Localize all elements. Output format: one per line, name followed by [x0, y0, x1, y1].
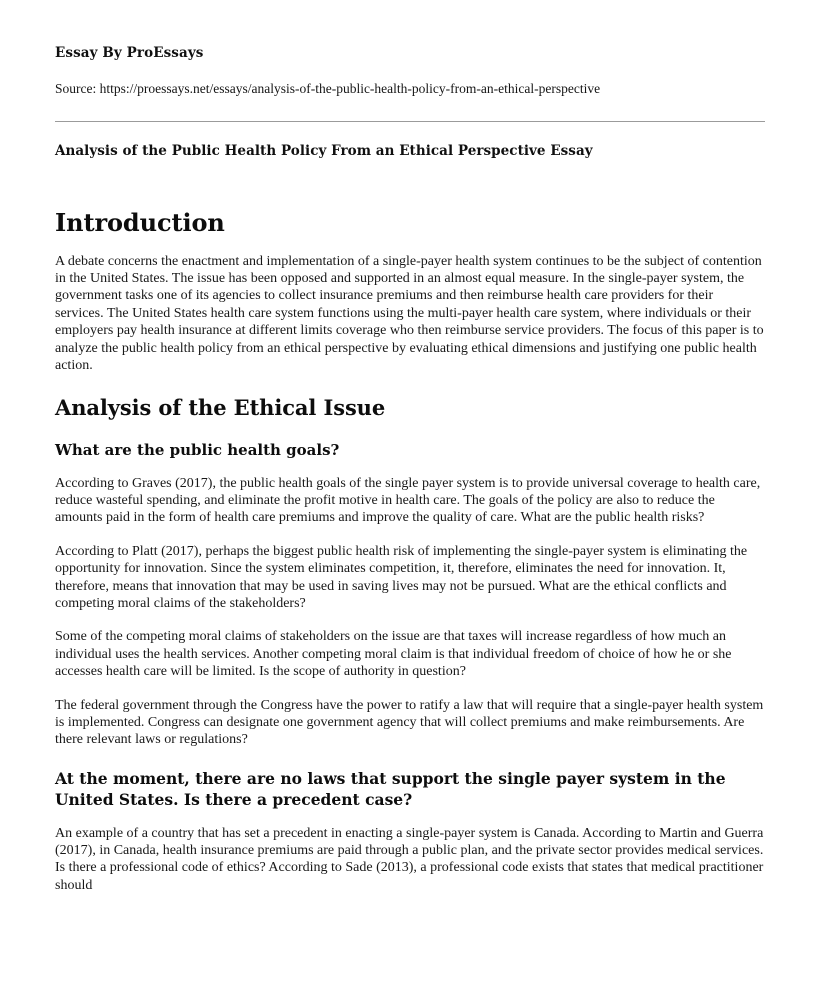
paragraph-federal-government-authority: The federal government through the Congress have the power to ratify a law that will require that a single-payer health system is implemented. Congress can designate one government agency that will collect premiums and make reimbursements. Are there relevant laws or regulations? [55, 697, 764, 748]
document-title: Analysis of the Public Health Policy From an Ethical Perspective Essay [55, 143, 593, 160]
paragraph-public-health-goals: According to Graves (2017), the public health goals of the single payer system is to provide universal coverage to health care, reduce wasteful spending, and eliminate the profit motive in health care. The goals of the policy are also to reduce the amounts paid in the form of health care premiums and improve the quality of care. What are the public health risks? [55, 475, 761, 526]
paragraph-competing-moral-claims: Some of the competing moral claims of stakeholders on the issue are that taxes will increase regardless of how much an individual uses the health services. Another competing moral claim is that individual freedom of choice of how he or she accesses health care will be limited. Is the scope of authority in question? [55, 629, 732, 680]
site-brand-title: Essay By ProEssays [55, 45, 204, 61]
heading-public-health-goals: What are the public health goals? [55, 440, 340, 459]
paragraph-canada-precedent: An example of a country that has set a precedent in enacting a single-payer system is Canada. According to Martin and Guerra (2017), in Canada, health insurance premiums are paid through a public plan, and the private sector provides medical services. Is there a professional code of ethics? According to Sade (2013), a professional code exists that states that medical practitioner should [55, 825, 764, 893]
heading-analysis-of-the-ethical-issue: Analysis of the Ethical Issue [55, 395, 386, 421]
heading-introduction: Introduction [55, 207, 225, 237]
heading-no-laws-precedent-case: At the moment, there are no laws that support the single payer system in the United States. Is there a precedent case? [55, 768, 726, 810]
paragraph-introduction: A debate concerns the enactment and implementation of a single-payer health system continues to be the subject of contention in the United States. The issue has been opposed and supported in an almost equal measure. In the single-payer system, the government tasks one of its agencies to collect insurance premiums and then reimburse health care providers for their services. The United States health care system functions using the multi-payer health care system, where individuals or their employers pay health insurance at different limits coverage who then reimburse service providers. The focus of this paper is to analyze the public health policy from an ethical perspective by evaluating ethical dimensions and justifying one public health action. [55, 253, 764, 373]
source-url-line: Source: https://proessays.net/essays/analysis-of-the-public-health-policy-from-an-ethical-perspective [55, 81, 601, 97]
document-masthead [55, 45, 765, 98]
paragraph-public-health-risks: According to Platt (2017), perhaps the biggest public health risk of implementing the single-payer system is eliminating the opportunity for innovation. Since the system eliminates competition, it, therefore, eliminates the need for innovation. It, therefore, means that innovation that may be used in saving lives may not be pursued. What are the ethical conflicts and competing moral claims of the stakeholders? [55, 543, 748, 611]
header-divider [55, 121, 765, 122]
essay-body [55, 209, 765, 894]
